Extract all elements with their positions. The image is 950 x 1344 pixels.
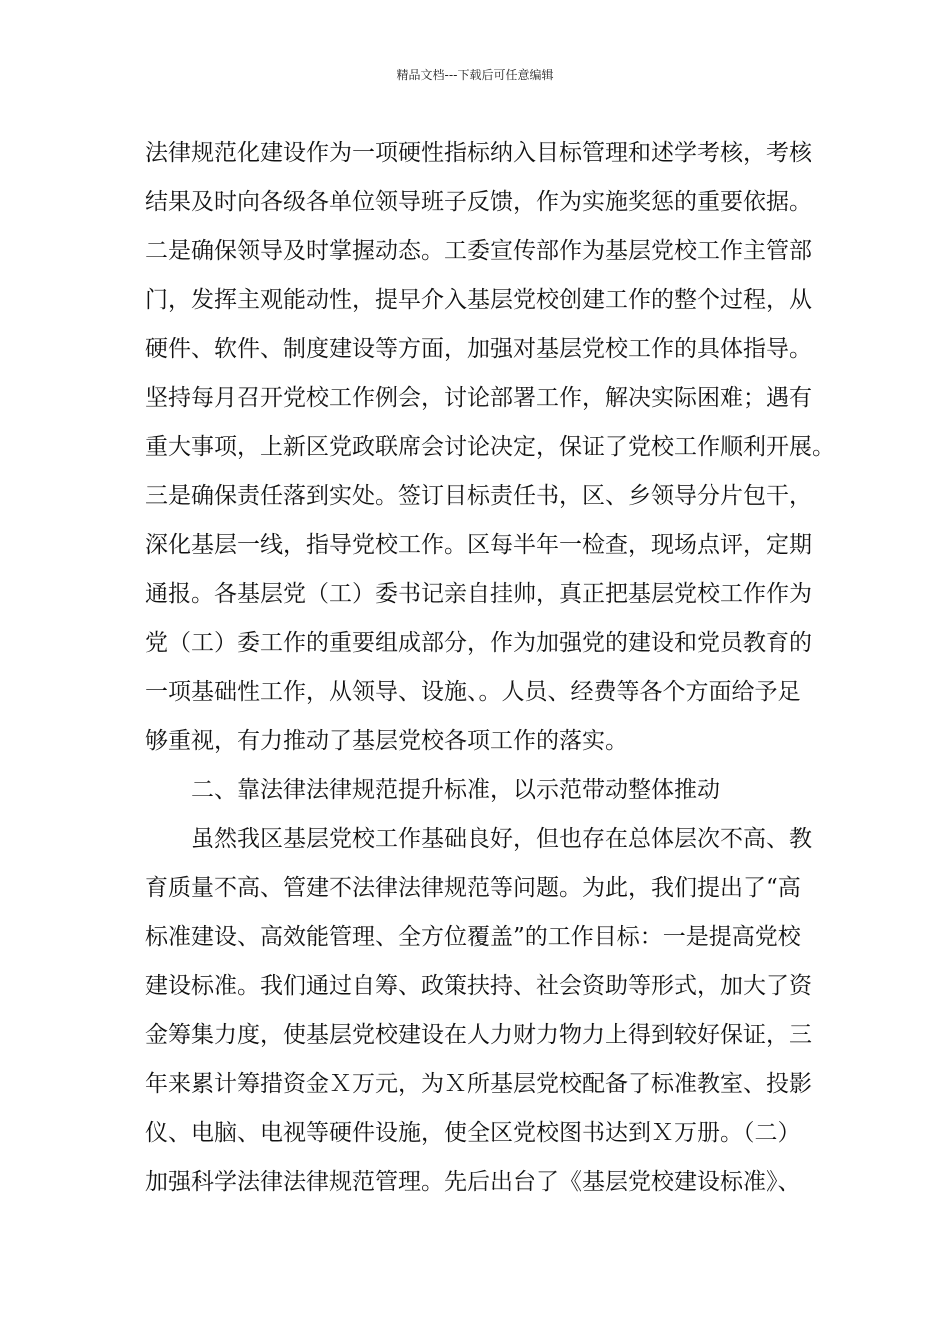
text-line: 党（工）委工作的重要组成部分，作为加强党的建设和党员教育的 <box>145 630 812 656</box>
text-line: 虽然我区基层党校工作基础良好，但也存在总体层次不高、教 <box>191 826 812 852</box>
text-line: 坚持每月召开党校工作例会，讨论部署工作，解决实际困难；遇有 <box>145 385 812 411</box>
text-line: 育质量不高、管建不法律法律规范等问题。为此，我们提出了“高 <box>145 875 801 901</box>
text-line: 一项基础性工作，从领导、设施、。人员、经费等各个方面给予足 <box>145 679 801 705</box>
section-heading: 二、靠法律法律规范提升标准，以示范带动整体推动 <box>191 777 720 803</box>
page-header: 精品文档---下载后可任意编辑 <box>396 68 554 82</box>
text-line: 年来累计筹措资金Ｘ万元，为Ｘ所基层党校配备了标准教室、投影 <box>145 1071 812 1097</box>
text-line: 标准建设、高效能管理、全方位覆盖”的工作目标：一是提高党校 <box>145 924 801 950</box>
text-line: 门，发挥主观能动性，提早介入基层党校创建工作的整个过程，从 <box>145 287 812 313</box>
text-line: 三是确保责任落到实处。签订目标责任书，区、乡领导分片包干， <box>145 483 812 509</box>
text-line: 深化基层一线，指导党校工作。区每半年一检查，现场点评，定期 <box>145 532 812 558</box>
text-line: 硬件、软件、制度建设等方面，加强对基层党校工作的具体指导。 <box>145 336 812 362</box>
text-line: 建设标准。我们通过自筹、政策扶持、社会资助等形式，加大了资 <box>145 973 812 999</box>
text-line: 仪、电脑、电视等硬件设施，使全区党校图书达到Ｘ万册。（二） <box>145 1120 801 1146</box>
text-line: 二是确保领导及时掌握动态。工委宣传部作为基层党校工作主管部 <box>145 238 812 264</box>
text-line: 结果及时向各级各单位领导班子反馈，作为实施奖惩的重要依据。 <box>145 189 812 215</box>
text-line: 加强科学法律法律规范管理。先后出台了《基层党校建设标准》、 <box>145 1169 801 1195</box>
text-line: 金筹集力度，使基层党校建设在人力财力物力上得到较好保证，三 <box>145 1022 812 1048</box>
text-line: 法律规范化建设作为一项硬性指标纳入目标管理和述学考核，考核 <box>145 140 812 166</box>
text-line: 够重视，有力推动了基层党校各项工作的落实。 <box>145 728 628 754</box>
text-line: 通报。各基层党（工）委书记亲自挂帅，真正把基层党校工作作为 <box>145 581 812 607</box>
text-line: 重大事项，上新区党政联席会讨论决定，保证了党校工作顺利开展。 <box>145 434 835 460</box>
